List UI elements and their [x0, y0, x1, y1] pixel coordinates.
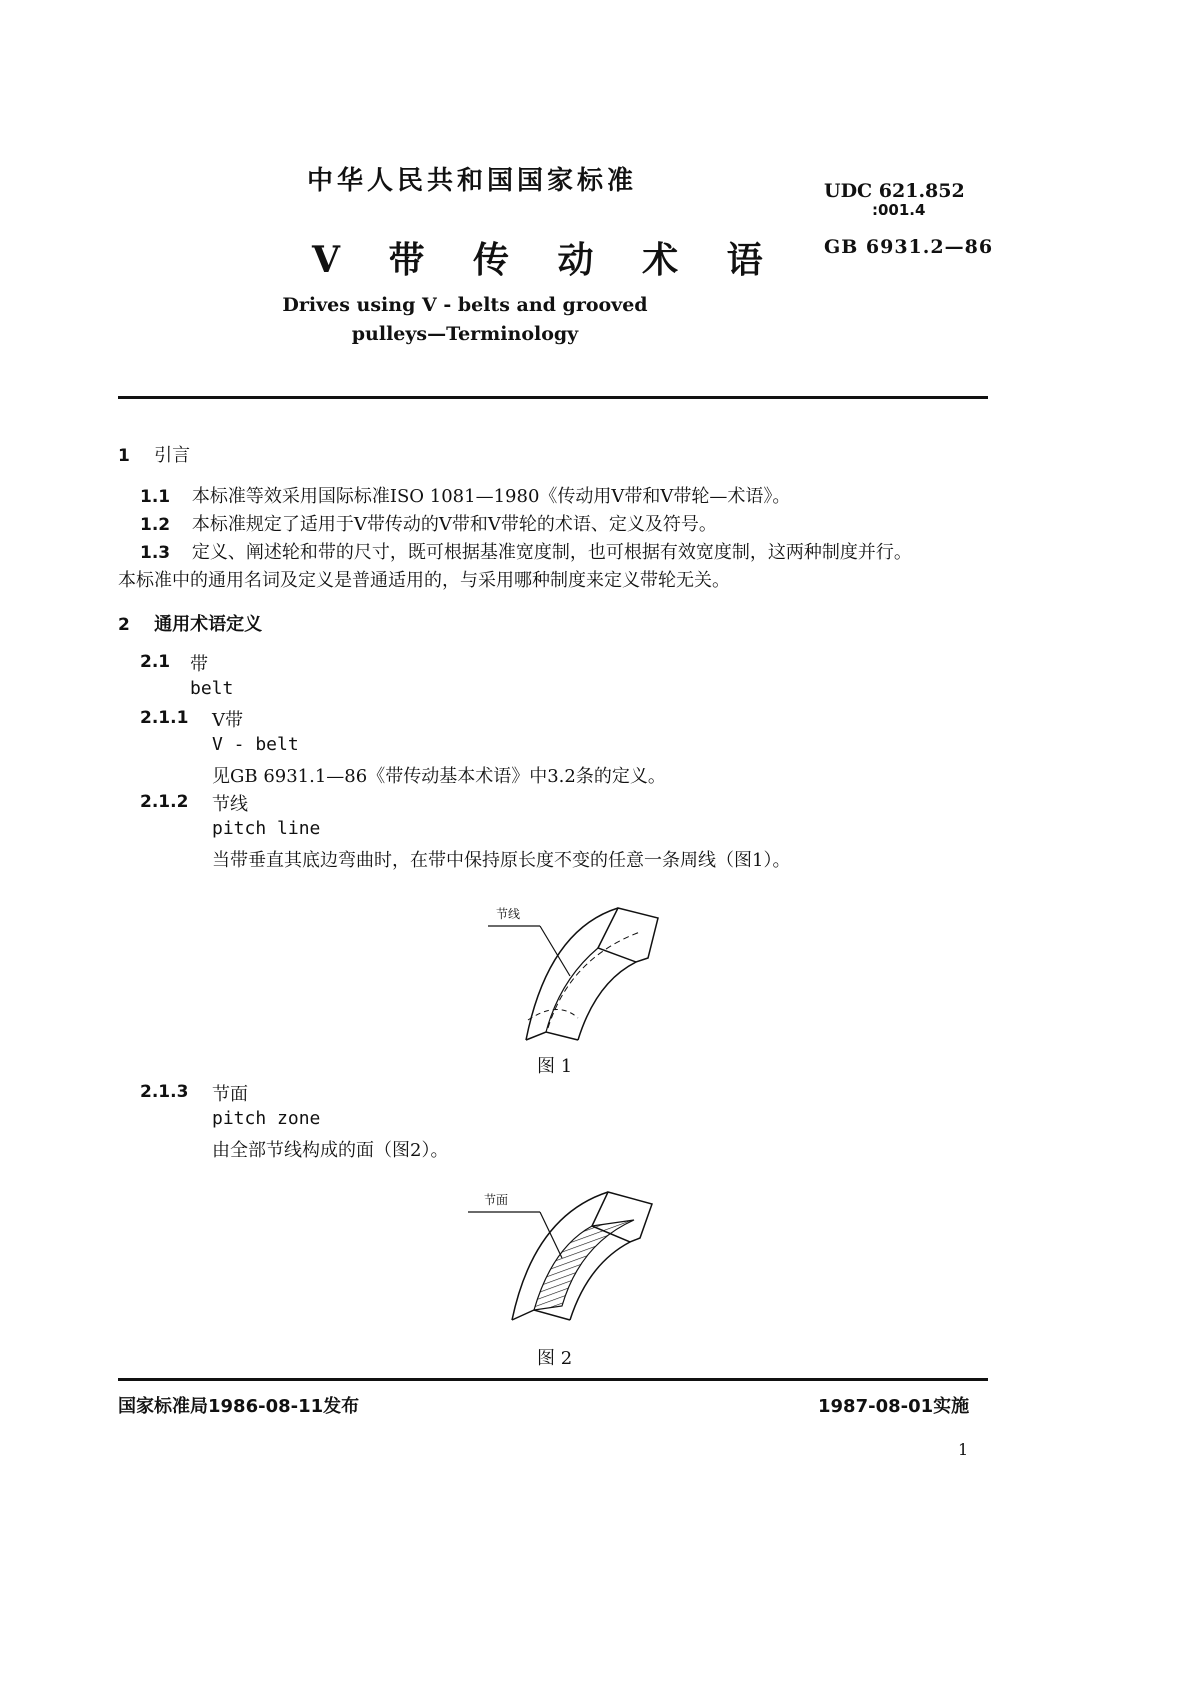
document-title: V 带 传 动 术 语 — [312, 239, 781, 281]
clause-1-1 — [140, 482, 790, 508]
udc-code-suffix: :001.4 — [872, 201, 926, 219]
header-divider — [118, 396, 988, 399]
clause-number: 1.3 — [140, 543, 171, 563]
term-definition: 由全部节线构成的面（图2）。 — [212, 1140, 449, 1161]
term-number: 2.1.1 — [140, 708, 189, 728]
term-chinese: 带 — [190, 654, 208, 675]
leader-arrow-line — [540, 1212, 562, 1258]
effective-date: 1987-08-01实施 — [818, 1396, 970, 1417]
term-english: pitch zone — [212, 1108, 321, 1129]
term-number: 2.1.3 — [140, 1082, 189, 1102]
clause-number: 1.1 — [140, 487, 171, 507]
english-title — [250, 291, 680, 349]
footer-divider — [118, 1378, 988, 1381]
term-number: 2.1 — [140, 652, 171, 672]
term-chinese: V带 — [212, 710, 243, 731]
term-number: 2.1.2 — [140, 792, 189, 812]
belt-inner-edge — [578, 962, 636, 1040]
pitch-line — [548, 932, 640, 1028]
issue-date: 国家标准局1986-08-11发布 — [118, 1396, 360, 1417]
figure-1-label: 节线 — [496, 907, 521, 921]
clause-1-3 — [140, 538, 912, 564]
english-title-line-1: Drives using V - belts and grooved — [282, 294, 648, 316]
figure-2-belt-pitch-zone — [462, 1186, 662, 1336]
section-2-title: 通用术语定义 — [154, 614, 263, 635]
english-title-line-2: pulleys—Terminology — [351, 323, 579, 345]
clause-1-3-continuation: 本标准中的通用名词及定义是普通适用的，与采用哪种制度来定义带轮无关。 — [118, 570, 730, 591]
udc-code: UDC 621.852 — [824, 180, 965, 202]
clause-1-2 — [140, 510, 717, 536]
section-2-heading — [118, 610, 262, 636]
term-definition: 见GB 6931.1—86《带传动基本术语》中3.2条的定义。 — [212, 766, 666, 787]
belt-bottom-face — [526, 1032, 578, 1040]
term-chinese: 节线 — [212, 794, 248, 815]
gb-code: GB 6931.2—86 — [824, 236, 994, 258]
term-english: belt — [190, 678, 234, 699]
figure-2-caption: 图 2 — [537, 1348, 573, 1369]
section-1-number: 1 — [118, 446, 130, 466]
belt-end-face — [598, 908, 658, 962]
belt-bottom-face — [512, 1310, 570, 1320]
figure-2-label: 节面 — [484, 1193, 509, 1207]
figure-1-belt-pitch-line — [478, 900, 668, 1050]
term-chinese: 节面 — [212, 1084, 248, 1105]
section-2-number: 2 — [118, 615, 130, 635]
term-definition: 当带垂直其底边弯曲时，在带中保持原长度不变的任意一条周线（图1）。 — [212, 850, 791, 871]
leader-arrow-line — [540, 926, 570, 976]
figure-1-caption: 图 1 — [537, 1056, 573, 1077]
standard-name: 中华人民共和国国家标准 — [307, 166, 638, 196]
clause-text: 定义、阐述轮和带的尺寸，既可根据基准宽度制，也可根据有效宽度制，这两种制度并行。 — [191, 542, 912, 563]
term-english: pitch line — [212, 818, 321, 839]
clause-text: 本标准规定了适用于V带传动的V带和V带轮的术语、定义及符号。 — [191, 514, 717, 535]
section-1-title: 引言 — [154, 445, 191, 466]
clause-number: 1.2 — [140, 515, 171, 535]
term-english: V - belt — [212, 734, 299, 755]
clause-text: 本标准等效采用国际标准ISO 1081—1980《传动用V带和V带轮—术语》。 — [191, 486, 791, 507]
section-1-heading — [118, 441, 190, 467]
belt-outer-edge — [526, 908, 618, 1040]
page-number: 1 — [958, 1440, 969, 1459]
